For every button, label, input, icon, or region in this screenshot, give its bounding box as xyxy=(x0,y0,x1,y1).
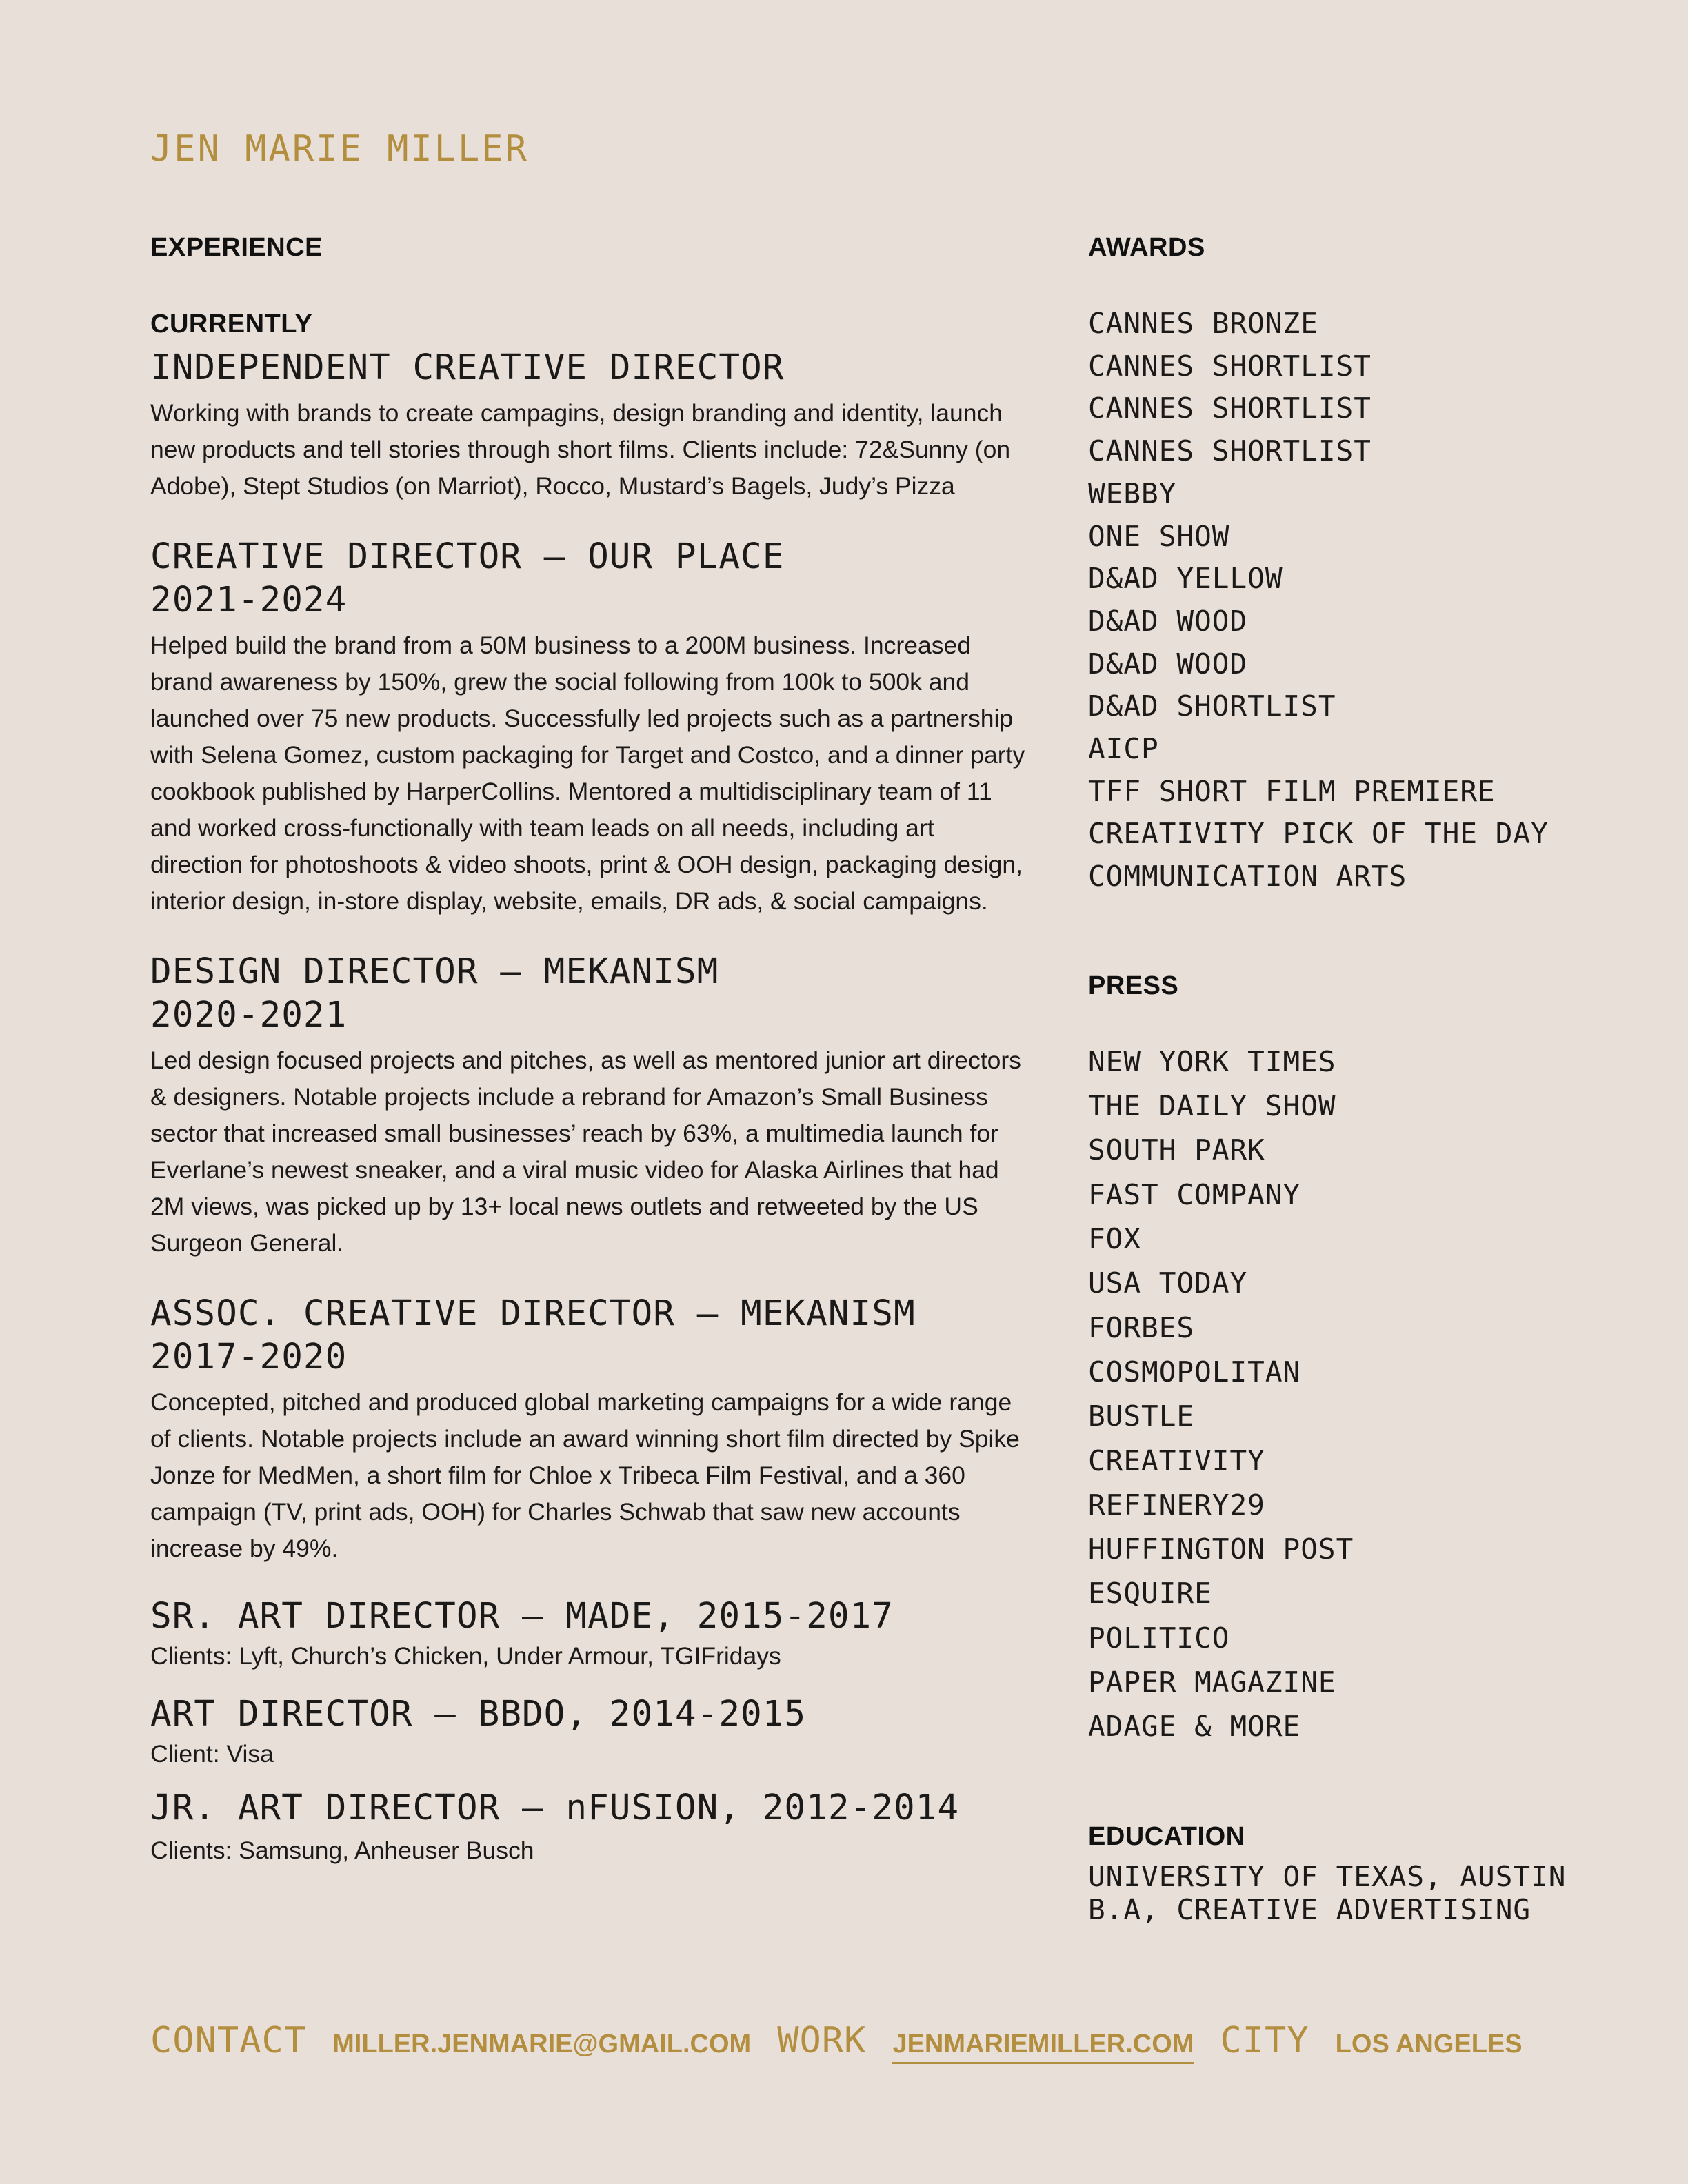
sidebar-column xyxy=(1088,233,1654,1926)
press-item: FOX xyxy=(1088,1222,1142,1256)
job-description: Clients: Lyft, Church’s Chicken, Under Armour, TGIFridays xyxy=(150,1642,781,1670)
job-description: Helped build the brand from a 50M business to a 200M business. Increased brand awareness by 150%, grew the social following from 100k to 500k and launched over 75 new products. Successfully led projects such as a partnership with Selena Gomez, custom packaging for Target and Costco, and a dinner party cookbook published by HarperCollins. Mentored a multidisciplinary team of 11 and worked cross-functionally with team leads on all needs, including art direction for photoshoots & video shoots, print & OOH design, packaging design, interior design, in-store display, website, emails, DR ads, & social campaigns. xyxy=(150,631,1025,915)
job-entry xyxy=(150,1292,1026,1567)
press-item: USA TODAY xyxy=(1088,1266,1248,1300)
job-title: JR. ART DIRECTOR — nFUSION, 2012-2014 xyxy=(150,1788,960,1828)
award-item: D&AD WOOD xyxy=(1088,604,1248,638)
press-item: NEW YORK TIMES xyxy=(1088,1044,1336,1078)
education-school: UNIVERSITY OF TEXAS, AUSTIN xyxy=(1088,1859,1567,1893)
job-title: DESIGN DIRECTOR — MEKANISM 2020-2021 xyxy=(150,951,719,1035)
job-entry xyxy=(150,346,1026,505)
press-item: POLITICO xyxy=(1088,1621,1230,1655)
press-item: COSMOPOLITAN xyxy=(1088,1355,1301,1388)
press-item: BUSTLE xyxy=(1088,1399,1195,1433)
experience-column xyxy=(150,233,1026,1869)
currently-label: CURRENTLY xyxy=(150,310,313,338)
award-item: AICP xyxy=(1088,732,1159,766)
job-title: ASSOC. CREATIVE DIRECTOR — MEKANISM 2017-2020 xyxy=(150,1293,916,1377)
award-item: D&AD YELLOW xyxy=(1088,562,1283,596)
job-entry xyxy=(150,1692,1026,1772)
press-heading: PRESS xyxy=(1088,971,1179,1000)
education-details xyxy=(1088,1860,1654,1926)
awards-heading: AWARDS xyxy=(1088,233,1205,262)
press-item: ESQUIRE xyxy=(1088,1577,1212,1610)
job-description: Clients: Samsung, Anheuser Busch xyxy=(150,1837,534,1864)
press-list xyxy=(1088,1040,1654,1749)
awards-list xyxy=(1088,303,1654,898)
award-item: D&AD SHORTLIST xyxy=(1088,689,1336,723)
job-description: Led design focused projects and pitches, as well as mentored junior art directors & designers. Notable projects include a rebrand for Amazon’s Small Business sector that increased small businesses’ reach by 63%, a multimedia launch for Everlane’s newest sneaker, and a viral music video for Alaska Airlines that had 2M views, was picked up by 13+ local news outlets and retweeted by the US Surgeon General. xyxy=(150,1046,1021,1257)
award-item: TFF SHORT FILM PREMIERE xyxy=(1088,774,1496,808)
job-entry xyxy=(150,1786,1026,1869)
award-item: WEBBY xyxy=(1088,476,1177,510)
experience-heading: EXPERIENCE xyxy=(150,233,323,262)
press-item: ADAGE & MORE xyxy=(1088,1710,1301,1743)
press-item: FAST COMPANY xyxy=(1088,1177,1301,1211)
award-item: CANNES SHORTLIST xyxy=(1088,434,1372,468)
press-item: PAPER MAGAZINE xyxy=(1088,1666,1336,1699)
job-title: INDEPENDENT CREATIVE DIRECTOR xyxy=(150,347,785,388)
education-heading: EDUCATION xyxy=(1088,1821,1245,1851)
press-item: HUFFINGTON POST xyxy=(1088,1533,1354,1566)
job-entry xyxy=(150,950,1026,1262)
press-item: FORBES xyxy=(1088,1311,1195,1344)
city-label: CITY xyxy=(1220,2020,1309,2061)
award-item: CANNES SHORTLIST xyxy=(1088,392,1372,425)
email-link[interactable]: MILLER.JENMARIE@GMAIL.COM xyxy=(332,2030,752,2059)
job-description: Working with brands to create campagins, design branding and identity, launch new products and tell stories through short films. Clients include: 72&Sunny (on Adobe), Stept Studios (on Marriot), Rocco, Mustard’s Bagels, Judy’s Pizza xyxy=(150,399,1011,500)
press-item: REFINERY29 xyxy=(1088,1488,1265,1521)
award-item: COMMUNICATION ARTS xyxy=(1088,860,1407,893)
press-item: THE DAILY SHOW xyxy=(1088,1089,1336,1123)
contact-label: CONTACT xyxy=(150,2020,307,2061)
award-item: D&AD WOOD xyxy=(1088,647,1248,680)
work-label: WORK xyxy=(777,2020,867,2061)
press-item: CREATIVITY xyxy=(1088,1444,1265,1477)
job-entry xyxy=(150,535,1026,920)
job-entry xyxy=(150,1595,1026,1675)
press-item: SOUTH PARK xyxy=(1088,1133,1265,1167)
resume-name: JEN MARIE MILLER xyxy=(150,128,529,170)
job-description: Concepted, pitched and produced global marketing campaigns for a wide range of clients. Notable projects include an award winning short film directed by Spike Jonze for MedMen, a short film for Chloe x Tribeca Film Festival, and a 360 campaign (TV, print ads, OOH) for Charles Schwab that saw new accounts increase by 49%. xyxy=(150,1388,1020,1562)
website-link[interactable]: JENMARIEMILLER.COM xyxy=(892,2030,1194,2064)
award-item: CREATIVITY PICK OF THE DAY xyxy=(1088,817,1549,851)
contact-bar xyxy=(150,2020,1523,2064)
award-item: CANNES BRONZE xyxy=(1088,307,1318,340)
job-title: CREATIVE DIRECTOR — OUR PLACE 2021-2024 xyxy=(150,536,785,620)
city-value: LOS ANGELES xyxy=(1335,2030,1523,2059)
job-title: ART DIRECTOR — BBDO, 2014-2015 xyxy=(150,1694,807,1735)
job-title: SR. ART DIRECTOR — MADE, 2015-2017 xyxy=(150,1596,894,1637)
award-item: CANNES SHORTLIST xyxy=(1088,349,1372,383)
education-degree: B.A, CREATIVE ADVERTISING xyxy=(1088,1892,1531,1926)
award-item: ONE SHOW xyxy=(1088,519,1230,553)
job-description: Client: Visa xyxy=(150,1740,274,1768)
